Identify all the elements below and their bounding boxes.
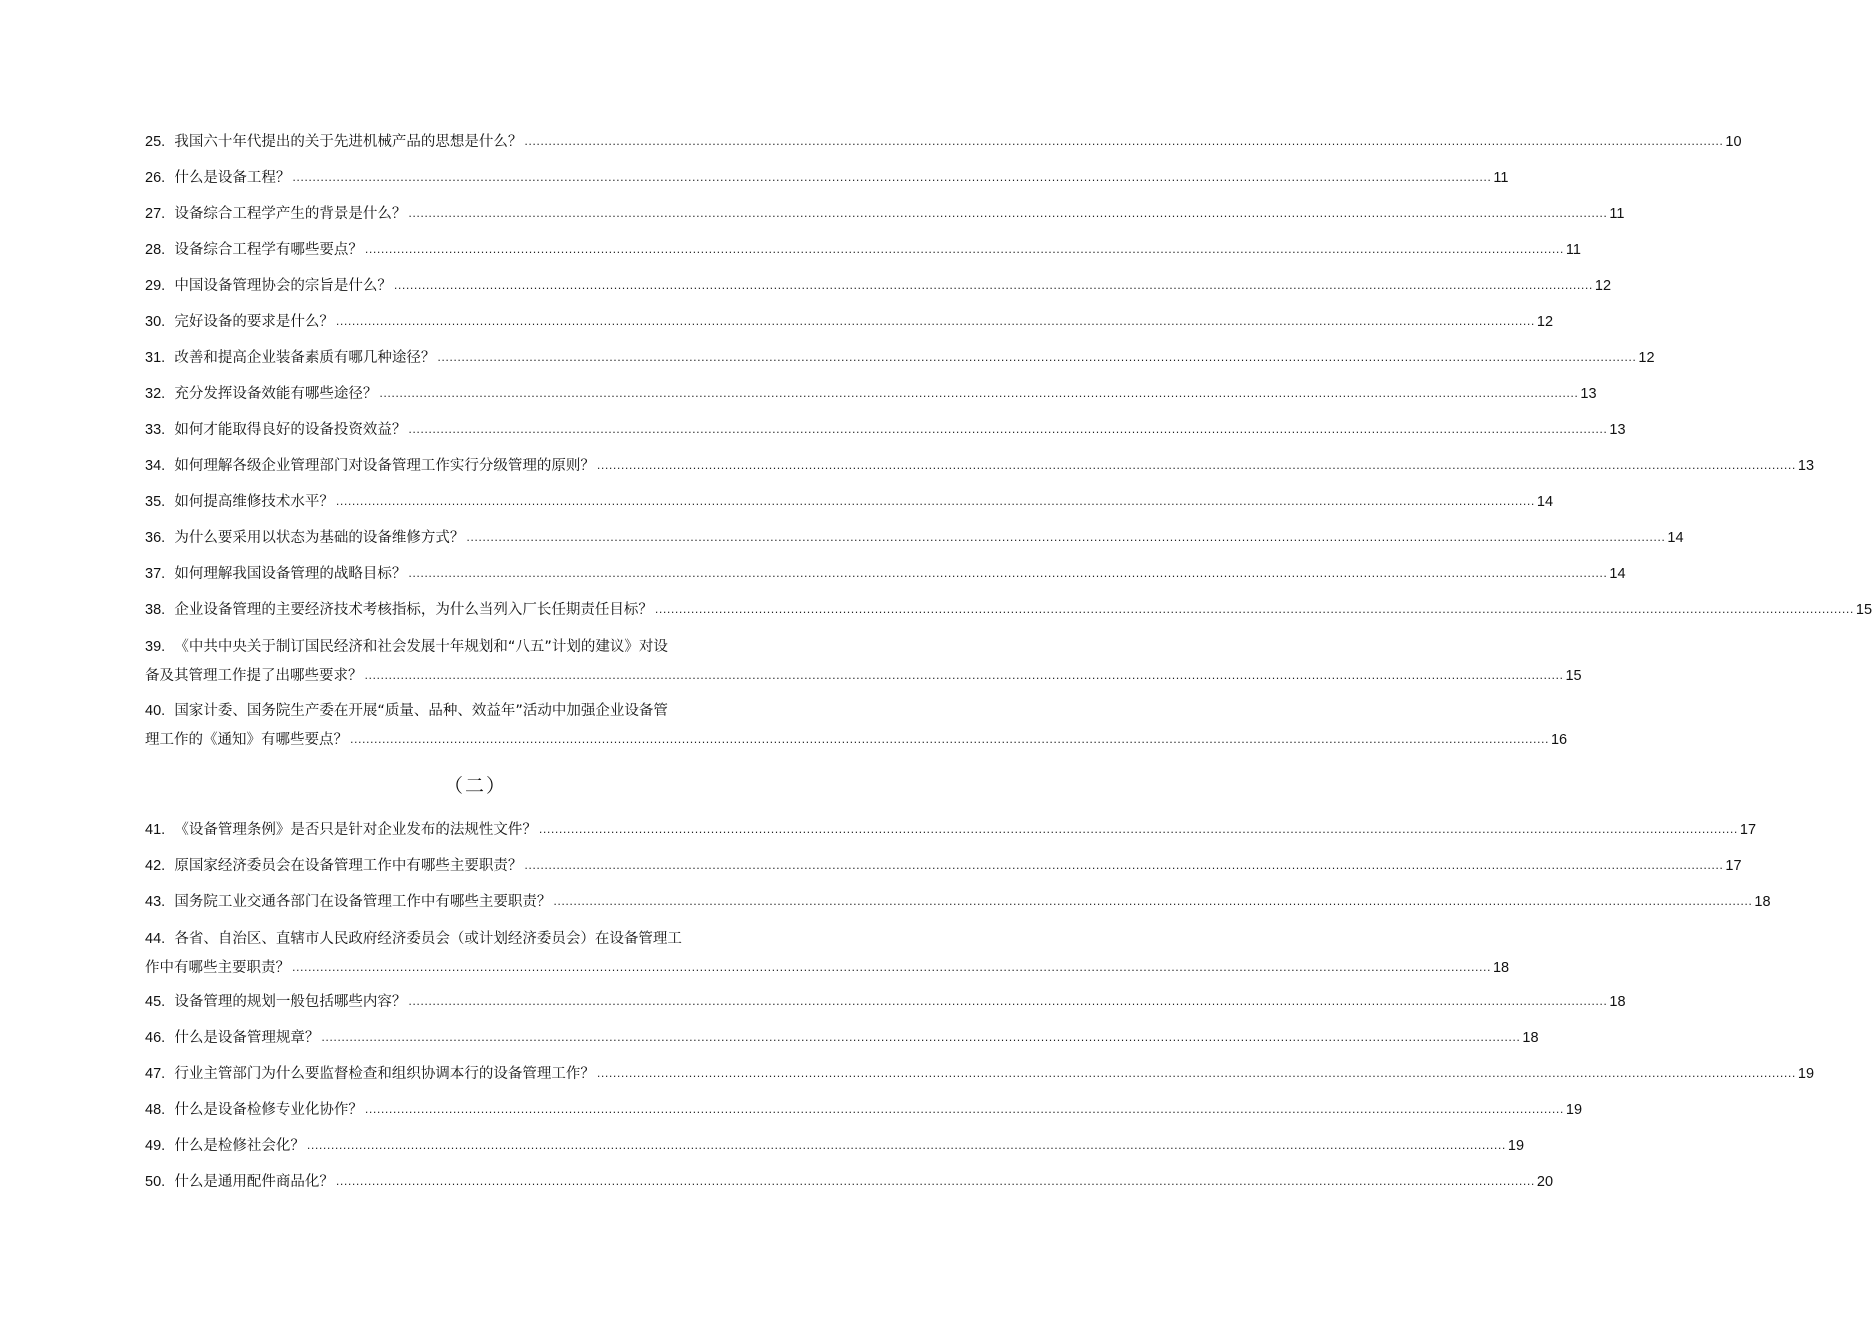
- toc-entry-title: 如何理解我国设备管理的战略目标？: [174, 566, 407, 582]
- toc-entry-title: 如何提高维修技术水平？: [174, 494, 334, 510]
- toc-entry-text: [145, 598, 653, 622]
- toc-page-number: 15: [1565, 668, 1582, 684]
- toc-entry-spacer: [165, 278, 174, 294]
- toc-entry-number: 33.: [145, 422, 166, 438]
- toc-entry-title: 改善和提高企业装备素质有哪几种途径？: [174, 350, 436, 366]
- toc-page-number: 18: [1609, 994, 1626, 1010]
- toc-page-number: 13: [1580, 386, 1597, 402]
- toc-entry-title: 如何理解各级企业管理部门对设备管理工作实行分级管理的原则？: [174, 458, 595, 474]
- toc-entry[interactable]: [145, 1056, 1815, 1092]
- toc-leader-dots: ............................................................................................................................................................................................................................................................................................................: [524, 859, 1724, 872]
- toc-entry-title: 设备管理的规划一般包括哪些内容？: [174, 994, 407, 1010]
- toc-entry-text: [145, 274, 392, 298]
- toc-leader-dots: ............................................................................................................................................................................................................................................................................................................: [292, 171, 1492, 184]
- toc-entry-title: 什么是设备工程？: [174, 170, 291, 186]
- toc-entry[interactable]: [145, 884, 1771, 920]
- toc-page-number: 14: [1536, 494, 1554, 510]
- toc-entry-text: [145, 1170, 334, 1194]
- toc-entry-number: 38.: [145, 602, 166, 618]
- toc-entry[interactable]: [145, 1020, 1539, 1056]
- toc-entry-spacer: [165, 931, 174, 947]
- toc-entry[interactable]: [145, 340, 1655, 376]
- toc-page-number: 11: [1565, 242, 1581, 258]
- toc-entry-line1: [145, 924, 806, 954]
- toc-entry-text: [145, 346, 435, 370]
- toc-entry-title: 《设备管理条例》是否只是针对企业发布的法规性文件？: [174, 822, 537, 838]
- toc-entry-title: 设备综合工程学产生的背景是什么？: [174, 206, 407, 222]
- toc-page-number: 13: [1609, 422, 1626, 438]
- toc-entry-number: 36.: [145, 530, 166, 546]
- toc-entry-spacer: [165, 1030, 174, 1046]
- toc-page-number: 17: [1725, 858, 1742, 874]
- toc-entry-number: 42.: [145, 858, 166, 874]
- toc-leader-dots: ............................................................................................................................................................................................................................................................................................................: [393, 279, 1593, 292]
- toc-entry-line1: [145, 632, 806, 662]
- toc-entry[interactable]: [145, 556, 1626, 592]
- toc-entry-title-line2: 备及其管理工作提了出哪些要求？: [145, 668, 363, 684]
- toc-leader-dots: ............................................................................................................................................................................................................................................................................................................: [321, 1031, 1521, 1044]
- toc-entry-spacer: [165, 314, 174, 330]
- toc-entry-spacer: [165, 242, 174, 258]
- toc-entry-number: 35.: [145, 494, 166, 510]
- toc-entry[interactable]: [145, 1092, 1583, 1128]
- toc-entry-spacer: [165, 386, 174, 402]
- toc-leader-dots: ............................................................................................................................................................................................................................................................................................................: [350, 733, 1549, 746]
- toc-entry-title: 企业设备管理的主要经济技术考核指标，为什么当列入厂长任期责任目标？: [174, 602, 653, 618]
- toc-entry-spacer: [165, 206, 174, 222]
- toc-entry-spacer: [165, 1138, 174, 1154]
- toc-entry-title: 国务院工业交通各部门在设备管理工作中有哪些主要职责？: [174, 894, 552, 910]
- toc-entry-spacer: [165, 458, 174, 474]
- toc-leader-dots: ............................................................................................................................................................................................................................................................................................................: [437, 351, 1637, 364]
- toc-entry-spacer: [165, 602, 174, 618]
- toc-page-number: 10: [1725, 134, 1742, 150]
- toc-entry-text: [145, 1062, 595, 1086]
- toc-leader-dots: ............................................................................................................................................................................................................................................................................................................: [596, 1067, 1796, 1080]
- toc-entry-spacer: [165, 822, 174, 838]
- toc-leader-dots: ............................................................................................................................................................................................................................................................................................................: [306, 1139, 1506, 1152]
- toc-entry-spacer: [165, 639, 174, 655]
- toc-entry-spacer: [165, 1102, 174, 1118]
- toc-entry[interactable]: [145, 196, 1625, 232]
- toc-entry-spacer: [165, 494, 174, 510]
- toc-entry-text: [145, 1026, 319, 1050]
- toc-page-number: 18: [1754, 894, 1771, 910]
- toc-leader-dots: ............................................................................................................................................................................................................................................................................................................: [364, 243, 1564, 256]
- toc-entry-number: 29.: [145, 278, 166, 294]
- toc-entry[interactable]: [145, 1164, 1554, 1200]
- toc-entry-title: 如何才能取得良好的设备投资效益？: [174, 422, 407, 438]
- toc-entry[interactable]: [145, 412, 1626, 448]
- toc-entry[interactable]: [145, 160, 1509, 196]
- toc-entry[interactable]: [145, 592, 1872, 628]
- toc-entry-title-line1: 国家计委、国务院生产委在开展“质量、品种、效益年”活动中加强企业设备管: [174, 703, 668, 719]
- toc-entry-title: 行业主管部门为什么要监督检查和组织协调本行的设备管理工作？: [174, 1066, 595, 1082]
- toc-page-number: 13: [1797, 458, 1815, 474]
- toc-entry-line1: [145, 696, 806, 726]
- toc-page-number: 15: [1855, 602, 1872, 618]
- toc-entry-title-line2: 理工作的《通知》有哪些要点？: [145, 732, 348, 748]
- toc-leader-dots: ............................................................................................................................................................................................................................................................................................................: [335, 495, 1535, 508]
- toc-entry-number: 41.: [145, 822, 166, 838]
- toc-entry-title-line1: 各省、自治区、直辖市人民政府经济委员会（或计划经济委员会）在设备管理工: [174, 931, 682, 947]
- toc-entry-spacer: [165, 994, 174, 1010]
- toc-entry-spacer: [165, 1174, 174, 1190]
- toc-entry-title: 什么是设备检修专业化协作？: [174, 1102, 363, 1118]
- toc-entry-text: [145, 166, 290, 190]
- toc-entry-title: 完好设备的要求是什么？: [174, 314, 334, 330]
- toc-leader-dots: ............................................................................................................................................................................................................................................................................................................: [335, 1175, 1535, 1188]
- toc-page-number: 14: [1609, 566, 1626, 582]
- toc-entry-title: 中国设备管理协会的宗旨是什么？: [174, 278, 392, 294]
- toc-entry-number: 28.: [145, 242, 166, 258]
- toc-entry-title: 原国家经济委员会在设备管理工作中有哪些主要职责？: [174, 858, 523, 874]
- toc-entry-spacer: [165, 703, 174, 719]
- toc-entry-text: [145, 130, 522, 154]
- toc-page-number: 17: [1739, 822, 1757, 838]
- toc-entry[interactable]: [145, 692, 1568, 756]
- toc-page-number: 14: [1667, 530, 1684, 546]
- toc-entry-spacer: [165, 170, 174, 186]
- toc-entry[interactable]: [145, 448, 1815, 484]
- toc-page-number: 18: [1522, 1030, 1539, 1046]
- toc-entry[interactable]: [145, 376, 1597, 412]
- toc-entry[interactable]: [145, 984, 1626, 1020]
- toc-entry[interactable]: [145, 1128, 1525, 1164]
- toc-entry[interactable]: [145, 304, 1554, 340]
- toc-entry[interactable]: [145, 812, 1757, 848]
- toc-entry-number: 47.: [145, 1066, 166, 1082]
- toc-leader-dots: ............................................................................................................................................................................................................................................................................................................: [553, 895, 1753, 908]
- toc-entry-line2: [145, 726, 1568, 754]
- toc-leader-dots: ............................................................................................................................................................................................................................................................................................................: [379, 387, 1579, 400]
- toc-leader-dots: ............................................................................................................................................................................................................................................................................................................: [364, 1103, 1564, 1116]
- toc-leader-dots: ............................................................................................................................................................................................................................................................................................................: [466, 531, 1666, 544]
- toc-entry-number: 46.: [145, 1030, 166, 1046]
- toc-leader-dots: ............................................................................................................................................................................................................................................................................................................: [596, 459, 1796, 472]
- toc-entry-number: 34.: [145, 458, 166, 474]
- toc-entry-spacer: [165, 858, 174, 874]
- toc-entry-text: [145, 238, 363, 262]
- toc-entry-number: 40.: [145, 703, 166, 719]
- toc-page-number: 12: [1536, 314, 1554, 330]
- toc-entry-number: 25.: [145, 134, 166, 150]
- toc-entry-text: [145, 490, 334, 514]
- toc-entry-text: [145, 818, 537, 842]
- toc-page-number: 11: [1493, 170, 1509, 186]
- toc-entry-title: 为什么要采用以状态为基础的设备维修方式？: [174, 530, 465, 546]
- toc-entry-title-line1: 《中共中央关于制订国民经济和社会发展十年规划和“八五”计划的建议》对设: [174, 639, 668, 655]
- toc-entry-title: 我国六十年代提出的关于先进机械产品的思想是什么？: [174, 134, 523, 150]
- toc-entry-title: 设备综合工程学有哪些要点？: [174, 242, 363, 258]
- toc-entry-text: [145, 1098, 363, 1122]
- toc-entry-text: [145, 890, 551, 914]
- toc-entry[interactable]: [145, 920, 1510, 984]
- toc-leader-dots: ............................................................................................................................................................................................................................................................................................................: [538, 823, 1738, 836]
- toc-entry-number: 26.: [145, 170, 166, 186]
- toc-entry-number: 48.: [145, 1102, 166, 1118]
- toc-leader-dots: ............................................................................................................................................................................................................................................................................................................: [408, 567, 1608, 580]
- toc-entry-number: 39.: [145, 639, 166, 655]
- toc-leader-dots: ............................................................................................................................................................................................................................................................................................................: [408, 995, 1608, 1008]
- toc-entry-spacer: [165, 134, 174, 150]
- toc-entry-text: [145, 202, 406, 226]
- toc-page-number: 16: [1550, 732, 1568, 748]
- toc-entry-number: 27.: [145, 206, 166, 222]
- toc-entry-title-line2: 作中有哪些主要职责？: [145, 960, 290, 976]
- toc-page-number: 12: [1638, 350, 1655, 366]
- toc-entry[interactable]: [145, 848, 1742, 884]
- toc-page-number: 19: [1565, 1102, 1583, 1118]
- toc-entry-line2: [145, 662, 1582, 690]
- toc-entry-title: 什么是设备管理规章？: [174, 1030, 320, 1046]
- toc-entry-number: 50.: [145, 1174, 166, 1190]
- toc-leader-dots: ............................................................................................................................................................................................................................................................................................................: [364, 669, 1564, 682]
- toc-leader-dots: ............................................................................................................................................................................................................................................................................................................: [335, 315, 1535, 328]
- toc-entry-text: [145, 310, 334, 334]
- toc-page-number: 20: [1536, 1174, 1554, 1190]
- toc-entry-spacer: [165, 894, 174, 910]
- section-heading: （二）: [443, 774, 507, 797]
- toc-entry-spacer: [165, 566, 174, 582]
- toc-entry-line2: [145, 954, 1510, 982]
- toc-entry-spacer: [165, 350, 174, 366]
- toc-leader-dots: ............................................................................................................................................................................................................................................................................................................: [524, 135, 1724, 148]
- toc-page-number: 11: [1609, 206, 1625, 222]
- toc-entry-spacer: [165, 530, 174, 546]
- toc-entry-text: [145, 382, 377, 406]
- toc-entry-text: [145, 526, 464, 550]
- toc-entry-text: [145, 990, 406, 1014]
- toc-entry-text: [145, 418, 406, 442]
- toc-entry-text: [145, 562, 406, 586]
- toc-entry[interactable]: [145, 520, 1684, 556]
- toc-entry-spacer: [165, 1066, 174, 1082]
- toc-entry-number: 32.: [145, 386, 166, 402]
- toc-leader-dots: ............................................................................................................................................................................................................................................................................................................: [408, 423, 1608, 436]
- toc-entry-title: 什么是通用配件商品化？: [174, 1174, 334, 1190]
- toc-entry-spacer: [165, 422, 174, 438]
- toc-entry[interactable]: [145, 124, 1742, 160]
- toc-leader-dots: ............................................................................................................................................................................................................................................................................................................: [292, 961, 1491, 974]
- table-of-contents: [145, 124, 1872, 1200]
- toc-entry[interactable]: [145, 232, 1581, 268]
- toc-entry-number: 49.: [145, 1138, 166, 1154]
- toc-leader-dots: ............................................................................................................................................................................................................................................................................................................: [408, 207, 1608, 220]
- toc-page-number: 18: [1492, 960, 1510, 976]
- toc-entry-title: 充分发挥设备效能有哪些途径？: [174, 386, 378, 402]
- toc-entry-number: 37.: [145, 566, 166, 582]
- toc-entry-number: 44.: [145, 931, 166, 947]
- toc-entry-number: 30.: [145, 314, 166, 330]
- toc-entry-text: [145, 454, 595, 478]
- toc-page-number: 12: [1594, 278, 1612, 294]
- toc-leader-dots: ............................................................................................................................................................................................................................................................................................................: [654, 603, 1854, 616]
- toc-page-number: 19: [1797, 1066, 1815, 1082]
- toc-entry[interactable]: [145, 268, 1612, 304]
- toc-entry-text: [145, 854, 522, 878]
- toc-entry-text: [145, 1134, 305, 1158]
- toc-entry-number: 45.: [145, 994, 166, 1010]
- toc-entry[interactable]: [145, 484, 1554, 520]
- toc-entry[interactable]: [145, 628, 1582, 692]
- toc-entry-number: 31.: [145, 350, 166, 366]
- toc-entry-number: 43.: [145, 894, 166, 910]
- toc-entry-title: 什么是检修社会化？: [174, 1138, 305, 1154]
- toc-page-number: 19: [1507, 1138, 1525, 1154]
